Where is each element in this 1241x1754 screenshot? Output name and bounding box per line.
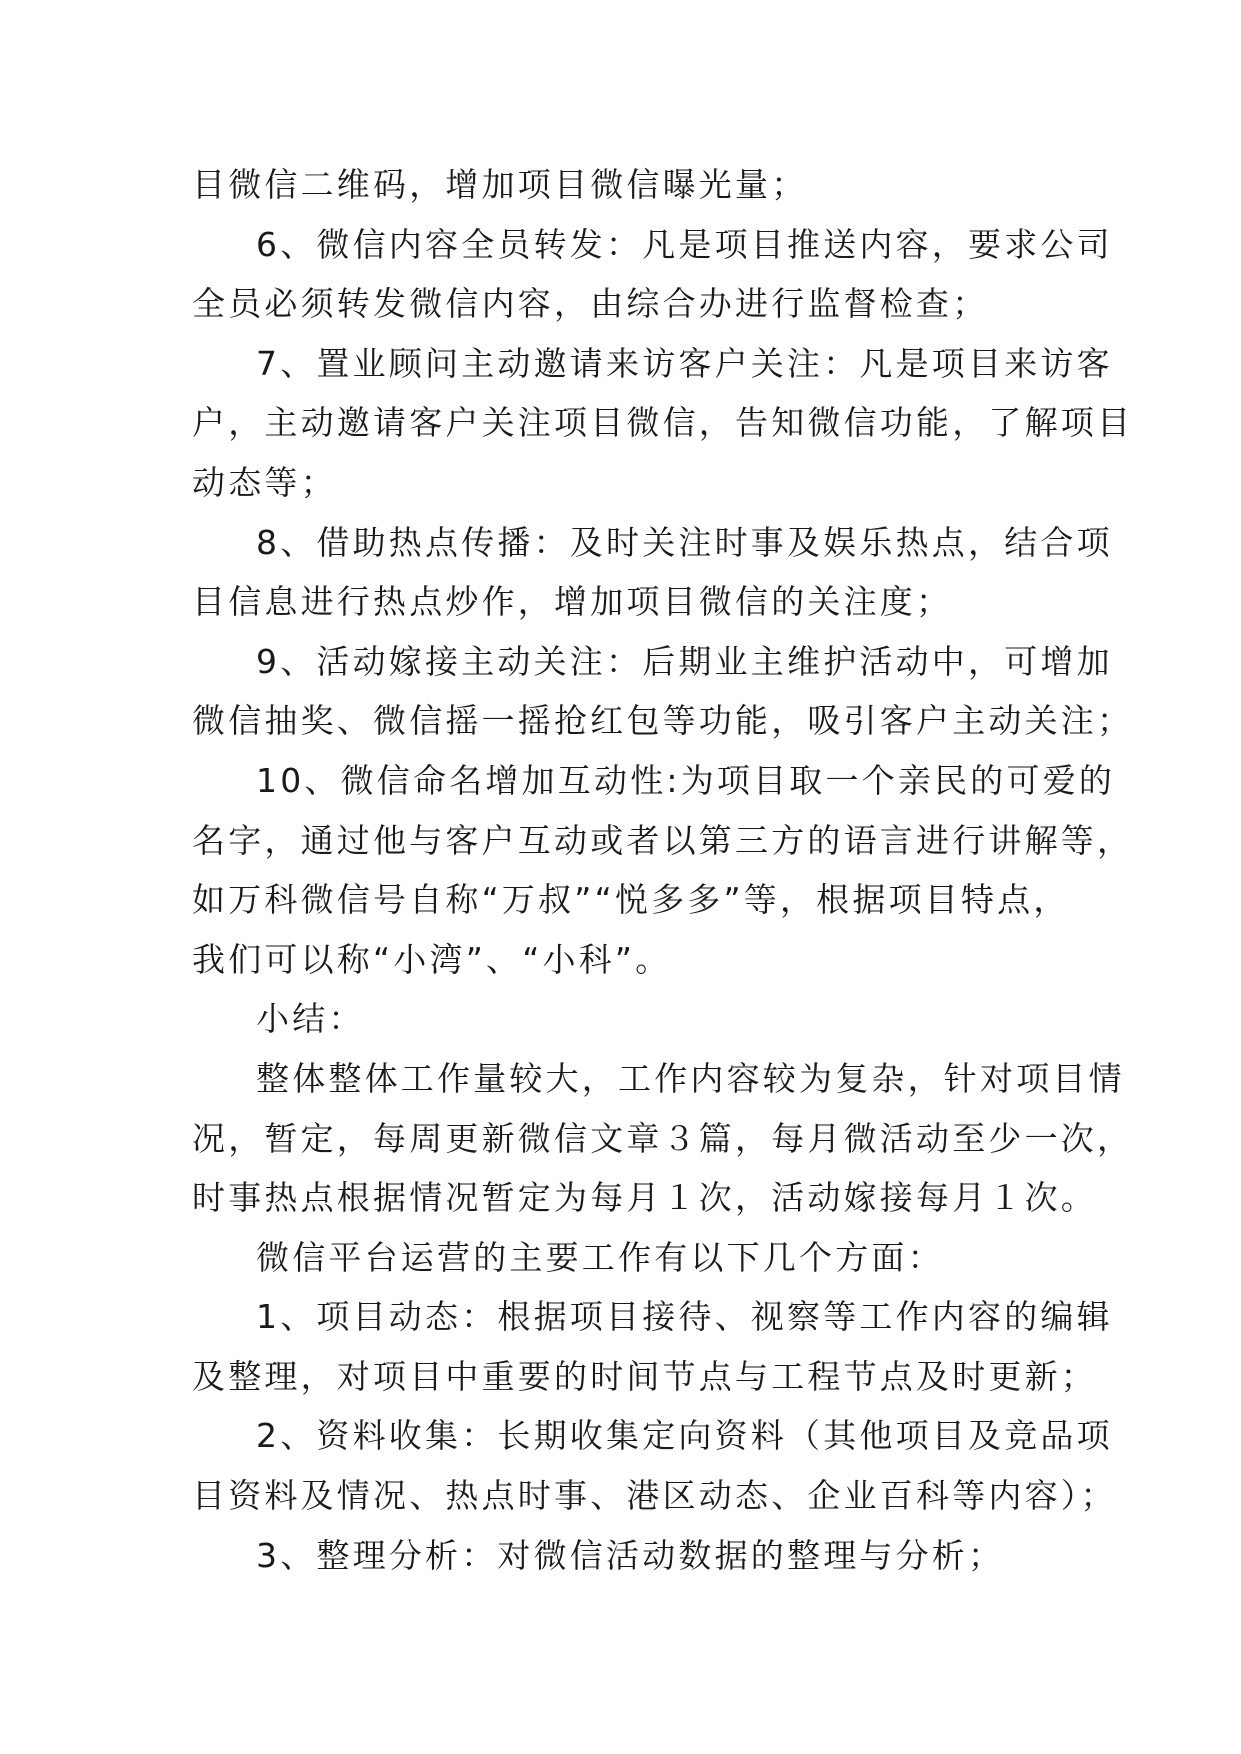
text-line: 3、整理分析：对微信活动数据的整理与分析； — [256, 1535, 1005, 1575]
text-line: 1、项目动态：根据项目接待、视察等工作内容的编辑 — [256, 1297, 1113, 1337]
text-line: 名字，通过他与客户互动或者以第三方的语言进行讲解等， — [192, 820, 1134, 860]
text-line: 我们可以称“小湾”、“小科”。 — [192, 939, 672, 979]
text-line: 目信息进行热点炒作，增加项目微信的关注度； — [192, 582, 953, 622]
text-line: 况，暂定，每周更新微信文章３篇，每月微活动至少一次， — [192, 1118, 1134, 1158]
section-heading: 小结： — [256, 999, 365, 1039]
text-line: 微信抽奖、微信摇一摇抢红包等功能，吸引客户主动关注； — [192, 701, 1134, 741]
text-line: 7、置业顾问主动邀请来访客户关注：凡是项目来访客 — [256, 343, 1113, 383]
text-line: 时事热点根据情况暂定为每月１次，活动嫁接每月１次。 — [192, 1178, 1097, 1218]
text-line: 目资料及情况、热点时事、港区动态、企业百科等内容）； — [192, 1476, 1117, 1516]
text-line: 8、借助热点传播：及时关注时事及娱乐热点，结合项 — [256, 522, 1113, 562]
text-line: 目微信二维码，增加项目微信曝光量； — [192, 165, 808, 204]
text-line: 全员必须转发微信内容，由综合办进行监督检查； — [192, 284, 989, 324]
text-line: 微信平台运营的主要工作有以下几个方面： — [256, 1237, 944, 1277]
document-body — [192, 155, 1134, 1585]
text-line: 9、活动嫁接主动关注：后期业主维护活动中，可增加 — [256, 641, 1113, 681]
text-line: 2、资料收集：长期收集定向资料（其他项目及竞品项 — [256, 1416, 1113, 1456]
text-line: 10、微信命名增加互动性:为项目取一个亲民的可爱的 — [256, 760, 1116, 800]
text-line: 整体整体工作量较大，工作内容较为复杂，针对项目情 — [256, 1058, 1125, 1098]
text-line: 及整理，对项目中重要的时间节点与工程节点及时更新； — [192, 1356, 1097, 1396]
text-line: 6、微信内容全员转发：凡是项目推送内容，要求公司 — [256, 224, 1113, 264]
text-line: 动态等； — [192, 462, 337, 502]
text-line: 如万科微信号自称“万叔”“悦多多”等，根据项目特点， — [192, 880, 1070, 920]
text-line: 户，主动邀请客户关注项目微信，告知微信功能，了解项目 — [192, 403, 1134, 443]
